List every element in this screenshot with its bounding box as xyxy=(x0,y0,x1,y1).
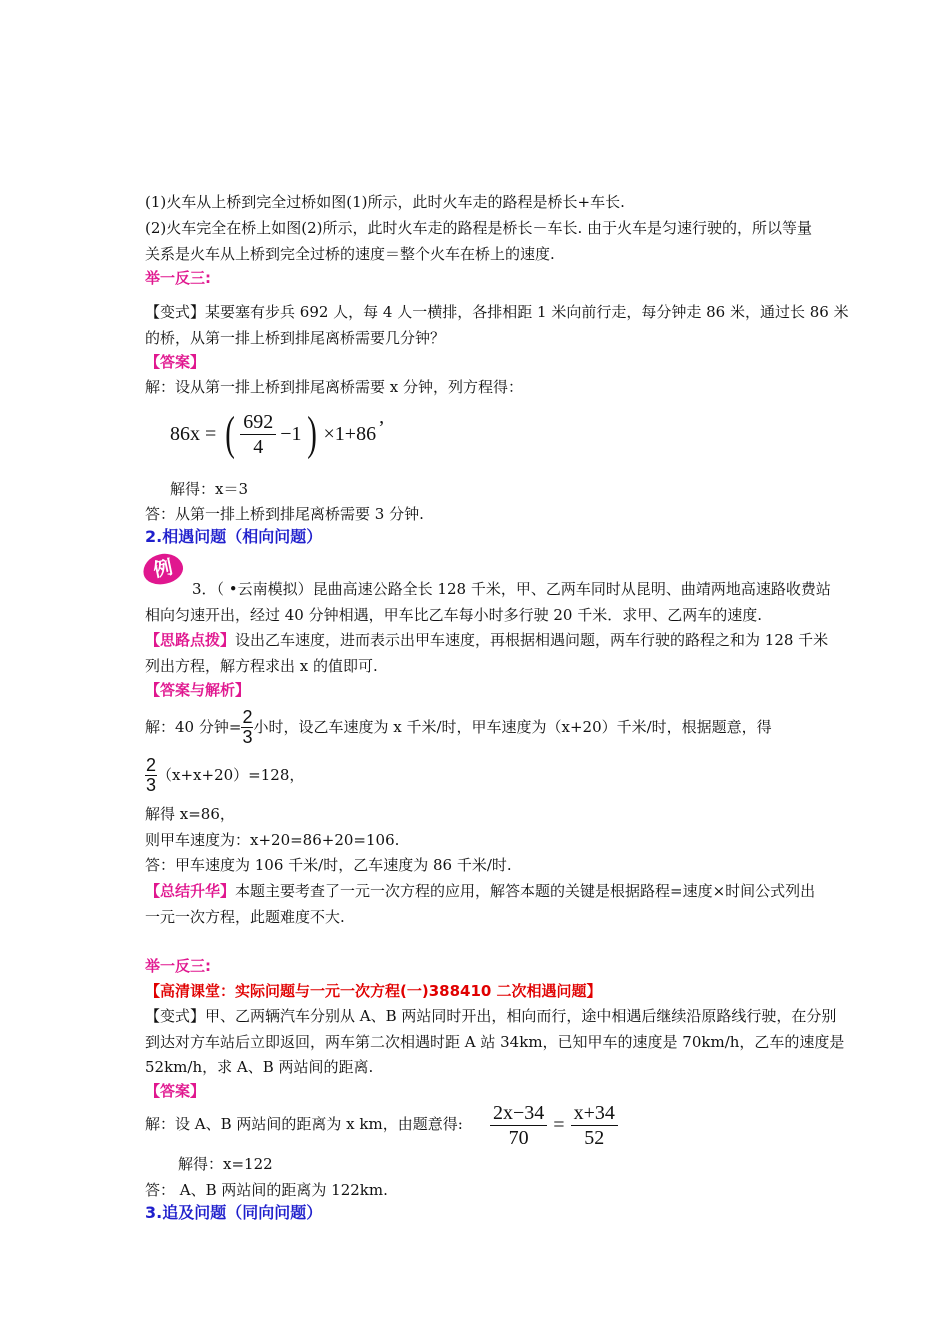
solution-2-equation: （x+x+20）=128， xyxy=(157,766,305,784)
equation-1-lhs-text: 86x = xyxy=(170,422,217,445)
hint-text-1: 设出乙车速度，进而表示出甲车速度，再根据相遇问题，两车行驶的路程之和为 128 千米 xyxy=(235,631,829,649)
variant-1-line-2: 的桥，从第一排上桥到排尾离桥需要几分钟？ xyxy=(145,329,446,347)
fraction-numerator: x+34 xyxy=(573,1101,615,1124)
minus-one: −1 xyxy=(280,422,302,445)
left-paren: ( xyxy=(225,407,236,460)
solution-2-result: 解得 x=86， xyxy=(145,805,235,823)
section-2-heading: 2.相遇问题（相向问题） xyxy=(145,527,323,546)
paragraph-1: (1)火车从上桥到完全过桥如图(1)所示，此时火车走的路程是桥长+车长. xyxy=(145,193,625,211)
fraction-denominator: 3 xyxy=(146,774,157,795)
fraction-denominator: 52 xyxy=(584,1126,605,1149)
example-badge: 例 xyxy=(140,550,185,588)
fraction-denominator: 4 xyxy=(253,435,264,458)
hint-line-2: 列出方程，解方程求出 x 的值即可. xyxy=(145,657,378,675)
fraction-right xyxy=(571,1101,618,1150)
solution-1-result: 解得：x＝3 xyxy=(170,480,249,498)
fraction-denominator: 3 xyxy=(242,726,253,747)
solution-2-prefix: 解：40 分钟= xyxy=(145,718,242,736)
solution-2-suffix: 小时，设乙车速度为 x 千米/时，甲车速度为（x+20）千米/时，根据题意，得 xyxy=(253,718,772,736)
hint-line-1 xyxy=(145,629,828,651)
fraction-denominator: 70 xyxy=(508,1126,529,1149)
fraction-2-3-inline xyxy=(241,708,253,747)
solution-1-line-1: 解：设从第一排上桥到排尾离桥需要 x 分钟，列方程得： xyxy=(145,378,523,396)
answer-tag-2: 【答案与解析】 xyxy=(145,681,251,699)
fraction-692-4 xyxy=(240,410,276,459)
summary-tag: 【总结升华】 xyxy=(145,882,236,900)
solution-2-speed: 则甲车速度为：x+20=86+20=106. xyxy=(145,831,400,849)
fraction-left xyxy=(490,1101,547,1150)
equation-3 xyxy=(490,1100,618,1150)
solution-3-line-1: 解：设 A、B 两站间的距离为 x km，由题意得: xyxy=(145,1115,463,1133)
fraction-numerator: 2x−34 xyxy=(493,1101,545,1124)
paragraph-2-line-2: 关系是火车从上桥到完全过桥的速度＝整个火车在桥上的速度. xyxy=(145,245,555,263)
fraction-numerator: 2 xyxy=(146,754,157,775)
example-3-line-1: 3．（ •云南模拟）昆曲高速公路全长 128 千米，甲、乙两车同时从昆明、曲靖两地高速路收费站 xyxy=(192,580,831,598)
hd-class-link[interactable]: 【高清课堂：实际问题与一元一次方程(一)388410 二次相遇问题】 xyxy=(145,982,602,1000)
solution-3-result: 解得：x=122 xyxy=(178,1155,273,1173)
fraction-2-3-equation xyxy=(145,756,157,795)
variant-2-line-3: 52km/h，求 A、B 两站间的距离. xyxy=(145,1058,374,1076)
variant-2-line-1: 【变式】甲、乙两辆汽车分别从 A、B 两站同时开出，相向而行，途中相遇后继续沿原路线行驶，在分别 xyxy=(145,1007,837,1025)
practice-heading-2: 举一反三: xyxy=(145,957,211,975)
fraction-numerator: 692 xyxy=(243,410,274,433)
answer-3-text: 答： A、B 两站间的距离为 122km. xyxy=(145,1181,388,1199)
paragraph-2-line-1: (2)火车完全在桥上如图(2)所示，此时火车走的路程是桥长－车长. 由于火车是匀速行驶的，所以等量 xyxy=(145,219,813,237)
equation-1-comma: ’ xyxy=(378,416,385,439)
summary-line-1 xyxy=(145,880,815,902)
hint-tag: 【思路点拨】 xyxy=(145,631,236,649)
answer-1-text: 答：从第一排上桥到排尾离桥需要 3 分钟. xyxy=(145,505,424,523)
fraction-numerator: 2 xyxy=(242,706,253,727)
variant-2-line-2: 到达对方车站后立即返回，两车第二次相遇时距 A 站 34km，已知甲车的速度是 70km/h，乙车的速度是 xyxy=(145,1033,845,1051)
summary-line-2: 一元一次方程，此题难度不大. xyxy=(145,908,345,926)
section-3-heading: 3.追及问题（同向问题） xyxy=(145,1203,323,1222)
solution-2-line-2 xyxy=(145,751,304,799)
right-paren: ) xyxy=(306,407,317,460)
example-3-line-2: 相向匀速开出，经过 40 分钟相遇，甲车比乙车每小时多行驶 20 千米．求甲、乙两车的速度. xyxy=(145,606,763,624)
practice-heading-1: 举一反三: xyxy=(145,269,211,287)
answer-2-text: 答：甲车速度为 106 千米/时，乙车速度为 86 千米/时. xyxy=(145,856,512,874)
equation-1-body xyxy=(170,406,385,462)
answer-tag-1: 【答案】 xyxy=(145,353,206,371)
summary-text-1: 本题主要考查了一元一次方程的应用，解答本题的关键是根据路程=速度×时间公式列出 xyxy=(235,882,816,900)
solution-2-line-1 xyxy=(145,703,772,751)
equals-sign: = xyxy=(553,1113,565,1136)
answer-tag-3: 【答案】 xyxy=(145,1082,206,1100)
variant-1-line-1: 【变式】某要塞有步兵 692 人，每 4 人一横排，各排相距 1 米向前行走，每分钟走 86 米，通过长 86 米 xyxy=(145,303,849,321)
equation-1-rest: ×1+86 xyxy=(323,422,377,445)
